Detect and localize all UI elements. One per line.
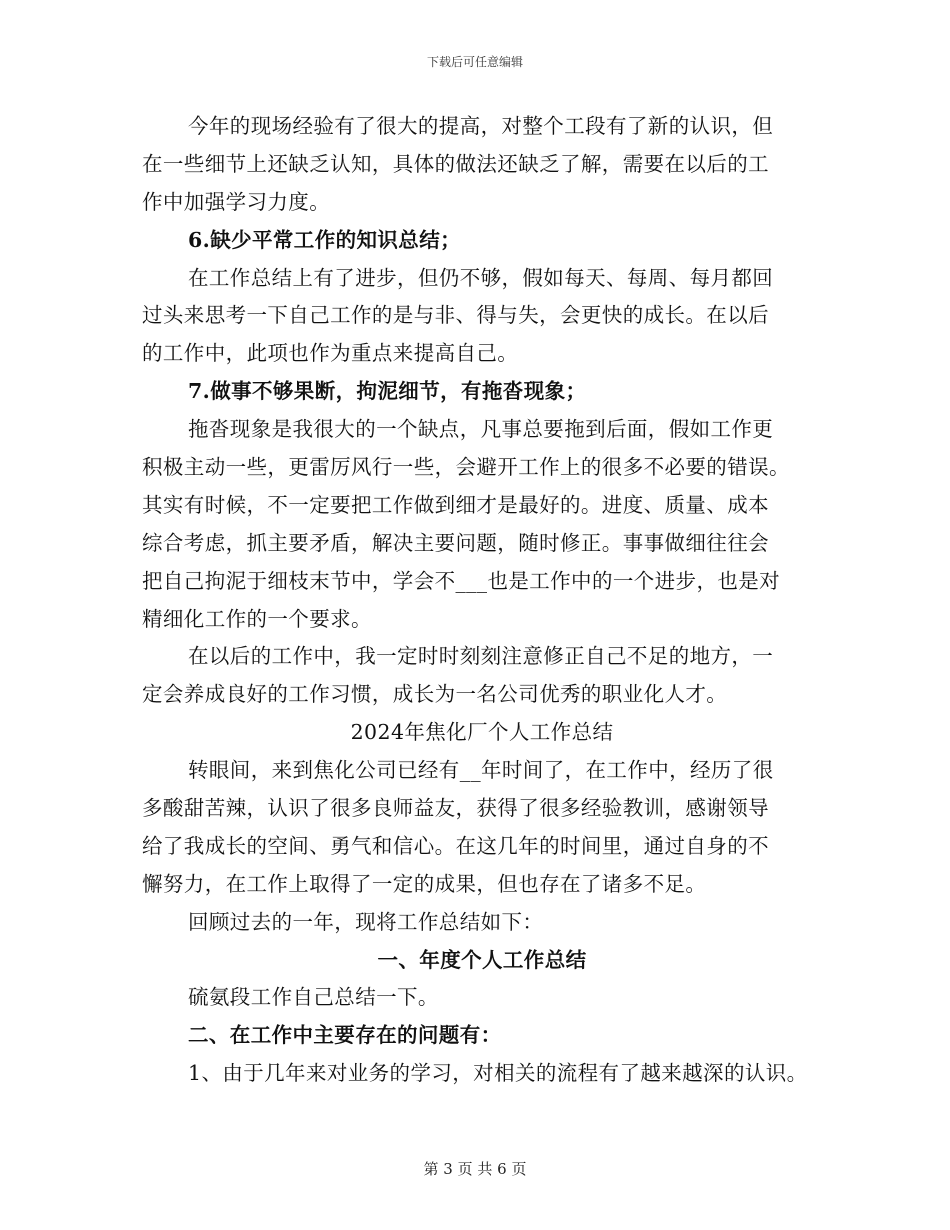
paragraph-line: 过头来思考一下自己工作的是与非、得与失，会更快的成长。在以后 (142, 303, 769, 328)
paragraph-line: 1、由于几年来对业务的学习，对相关的流程有了越来越深的认识。 (188, 1061, 808, 1086)
section-heading: 一、年度个人工作总结 (377, 947, 587, 972)
paragraph-line: 转眼间，来到焦化公司已经有__年时间了，在工作中，经历了很 (188, 758, 774, 783)
document-title: 2024年焦化厂个人工作总结 (350, 720, 614, 745)
paragraph-line: 积极主动一些，更雷厉风行一些，会避开工作上的很多不必要的错误。 (142, 455, 790, 480)
paragraph-line: 在一些细节上还缺乏认知，具体的做法还缺乏了解，需要在以后的工 (142, 151, 769, 176)
paragraph-line: 定会养成良好的工作习惯，成长为一名公司优秀的职业化人才。 (142, 682, 728, 707)
paragraph-line: 今年的现场经验有了很大的提高，对整个工段有了新的认识，但 (188, 114, 774, 138)
paragraph-line: 拖沓现象是我很大的一个缺点，凡事总要拖到后面，假如工作更 (188, 417, 774, 442)
paragraph-line: 把自己拘泥于细枝末节中，学会不___也是工作中的一个进步，也是对 (142, 568, 781, 593)
paragraph-line: 给了我成长的空间、勇气和信心。在这几年的时间里，通过自身的不 (142, 833, 769, 858)
section-heading: 6.缺少平常工作的知识总结； (188, 227, 462, 252)
section-heading: 7.做事不够果断，拘泥细节，有拖沓现象； (188, 379, 587, 404)
page-header: 下载后可任意编辑 (426, 55, 523, 69)
paragraph-line: 综合考虑，抓主要矛盾，解决主要问题，随时修正。事事做细往往会 (142, 530, 769, 555)
paragraph-line: 在工作总结上有了进步，但仍不够，假如每天、每周、每月都回 (188, 265, 774, 290)
paragraph-line: 懈努力，在工作上取得了一定的成果，但也存在了诸多不足。 (142, 871, 707, 896)
paragraph-line: 精细化工作的一个要求。 (142, 606, 372, 631)
paragraph-line: 其实有时候，不一定要把工作做到细才是最好的。进度、质量、成本 (142, 492, 769, 517)
paragraph-line: 多酸甜苦辣，认识了很多良师益友，获得了很多经验教训，感谢领导 (142, 796, 769, 821)
paragraph-line: 作中加强学习力度。 (142, 189, 331, 214)
paragraph-line: 在以后的工作中，我一定时时刻刻注意修正自己不足的地方，一 (188, 644, 774, 669)
paragraph-line: 回顾过去的一年，现将工作总结如下： (188, 909, 544, 934)
page-number: 第 3 页 共 6 页 (423, 1160, 527, 1178)
document-body (142, 108, 822, 1093)
paragraph-line: 的工作中，此项也作为重点来提高自己。 (142, 341, 519, 366)
section-heading: 二、在工作中主要存在的问题有： (188, 1023, 502, 1048)
paragraph-line: 硫氨段工作自己总结一下。 (188, 985, 439, 1010)
